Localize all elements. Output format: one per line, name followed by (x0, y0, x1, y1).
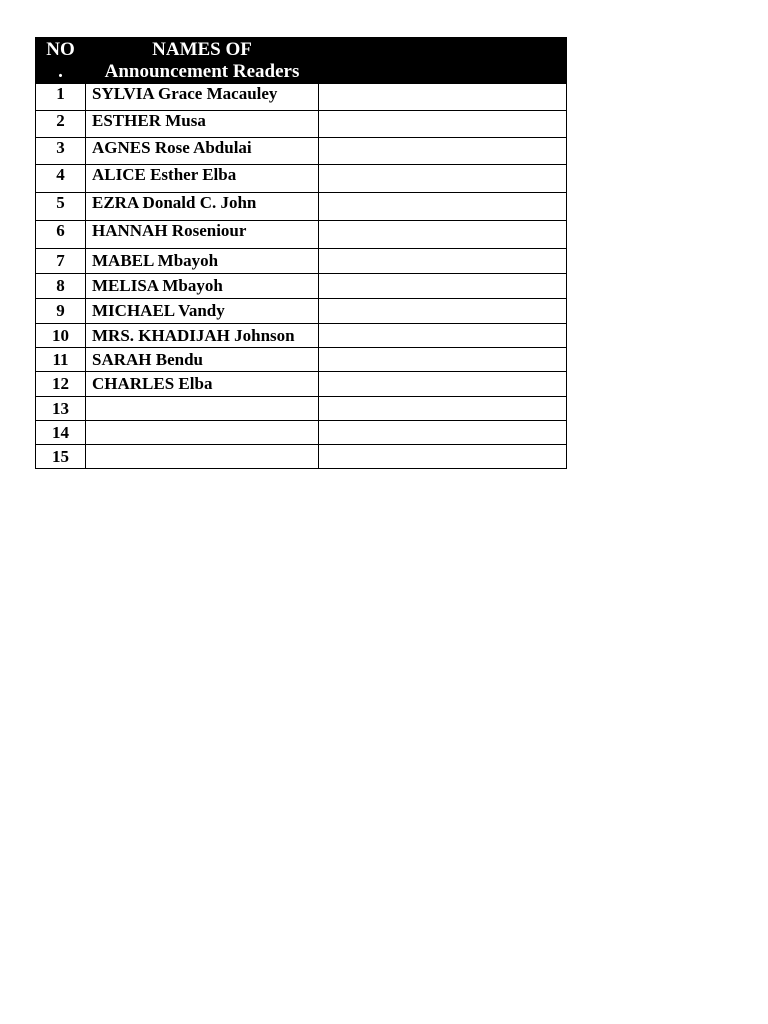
blank-cell (319, 221, 567, 249)
table-row (36, 111, 567, 138)
column-header-names (86, 38, 319, 84)
row-number: 9 (36, 299, 86, 324)
blank-cell (319, 165, 567, 193)
table-row (36, 221, 567, 249)
reader-name: ESTHER Musa (86, 111, 319, 138)
row-number: 2 (36, 111, 86, 138)
table-row (36, 397, 567, 421)
row-number: 5 (36, 193, 86, 221)
reader-name: ALICE Esther Elba (86, 165, 319, 193)
blank-cell (319, 111, 567, 138)
blank-cell (319, 324, 567, 348)
column-header-no-line1: NO (46, 38, 75, 60)
table-row (36, 249, 567, 274)
blank-cell (319, 299, 567, 324)
reader-name: AGNES Rose Abdulai (86, 138, 319, 165)
row-number: 3 (36, 138, 86, 165)
announcement-readers-table (35, 37, 567, 469)
column-header-no-line2: . (58, 60, 63, 82)
table-row (36, 348, 567, 372)
table-header-row (36, 38, 567, 84)
blank-cell (319, 193, 567, 221)
blank-cell (319, 372, 567, 397)
blank-cell (319, 249, 567, 274)
column-header-blank (319, 38, 567, 84)
reader-name (86, 445, 319, 469)
row-number: 1 (36, 84, 86, 111)
row-number: 8 (36, 274, 86, 299)
reader-name: SARAH Bendu (86, 348, 319, 372)
reader-name: SYLVIA Grace Macauley (86, 84, 319, 111)
reader-name: MRS. KHADIJAH Johnson (86, 324, 319, 348)
row-number: 14 (36, 421, 86, 445)
row-number: 13 (36, 397, 86, 421)
reader-name: HANNAH Roseniour (86, 221, 319, 249)
row-number: 7 (36, 249, 86, 274)
table-row (36, 165, 567, 193)
table-row (36, 84, 567, 111)
reader-name (86, 397, 319, 421)
blank-cell (319, 84, 567, 111)
reader-name: EZRA Donald C. John (86, 193, 319, 221)
table-row (36, 372, 567, 397)
table-row (36, 138, 567, 165)
column-header-names-line1: NAMES OF (152, 38, 252, 60)
table-row (36, 274, 567, 299)
table-row (36, 324, 567, 348)
column-header-names-line2: Announcement Readers (104, 60, 300, 82)
reader-name: MABEL Mbayoh (86, 249, 319, 274)
row-number: 11 (36, 348, 86, 372)
blank-cell (319, 445, 567, 469)
reader-name: CHARLES Elba (86, 372, 319, 397)
blank-cell (319, 397, 567, 421)
blank-cell (319, 348, 567, 372)
row-number: 15 (36, 445, 86, 469)
row-number: 10 (36, 324, 86, 348)
blank-cell (319, 274, 567, 299)
reader-name (86, 421, 319, 445)
row-number: 12 (36, 372, 86, 397)
reader-name: MELISA Mbayoh (86, 274, 319, 299)
table-row (36, 299, 567, 324)
table-row (36, 445, 567, 469)
column-header-no (36, 38, 86, 84)
blank-cell (319, 421, 567, 445)
reader-name: MICHAEL Vandy (86, 299, 319, 324)
table-row (36, 421, 567, 445)
table-row (36, 193, 567, 221)
blank-cell (319, 138, 567, 165)
row-number: 4 (36, 165, 86, 193)
row-number: 6 (36, 221, 86, 249)
